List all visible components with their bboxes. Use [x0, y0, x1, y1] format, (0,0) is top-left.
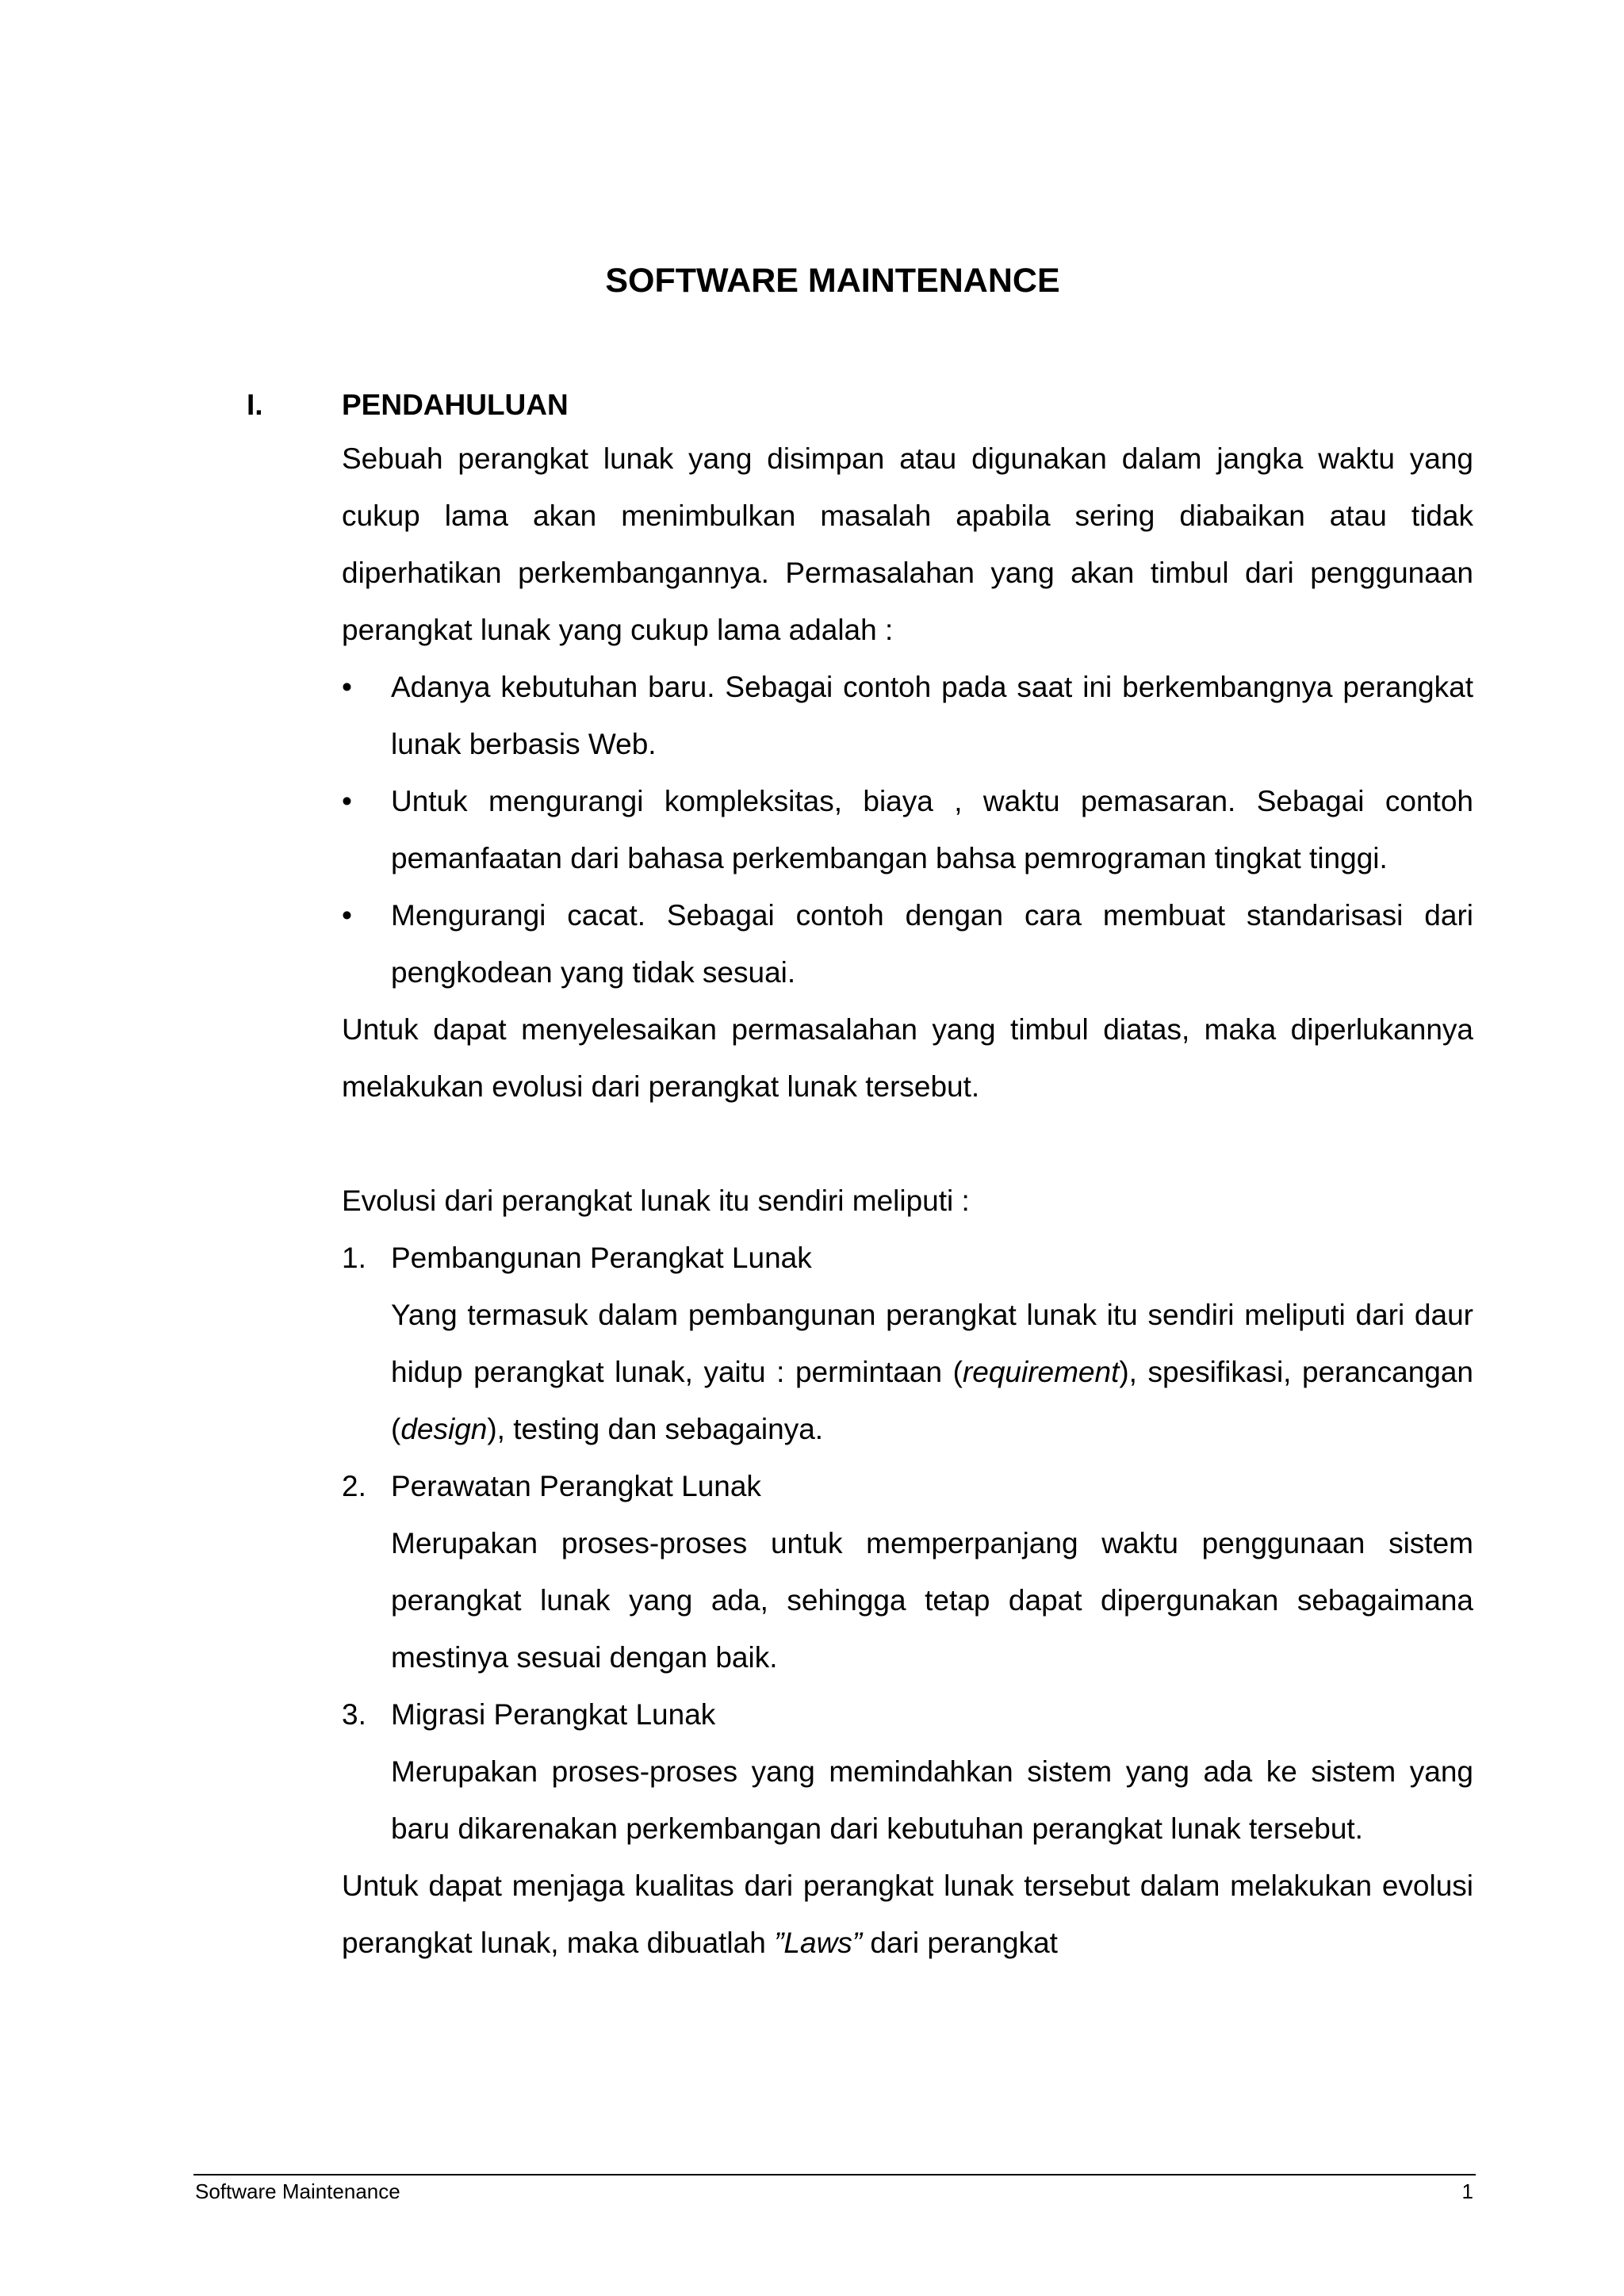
bullet-icon: •	[342, 671, 352, 703]
description-italic-term: requirement	[962, 1356, 1120, 1388]
evolution-intro: Evolusi dari perangkat lunak itu sendiri meliputi :	[342, 1184, 970, 1217]
description-text: ), spesifikasi, perancangan (	[391, 1356, 1474, 1445]
resolution-paragraph: Untuk dapat menyelesaikan permasalahan yang timbul diatas, maka diperlukannya melakukan evolusi dari perangkat lunak tersebut.	[342, 1013, 1473, 1103]
closing-paragraph	[342, 1858, 1473, 1972]
evolution-list	[342, 1230, 1473, 1858]
bullet-icon: •	[342, 785, 352, 817]
list-item-text: Untuk mengurangi kompleksitas, biaya , waktu pemasaran. Sebagai contoh pemanfaatan dari bahasa perkembangan bahsa pemrograman tingkat tinggi.	[391, 785, 1473, 874]
list-item-description	[391, 1287, 1473, 1458]
closing-text: Untuk dapat menjaga kualitas dari perangkat lunak tersebut dalam melakukan evolusi perangkat lunak, maka dibuatlah	[342, 1869, 1473, 1959]
description-text: Yang termasuk dalam pembangunan perangkat lunak itu sendiri meliputi dari daur hidup perangkat lunak, yaitu : permintaan (	[391, 1299, 1473, 1388]
intro-paragraph: Sebuah perangkat lunak yang disimpan atau digunakan dalam jangka waktu yang cukup lama akan menimbulkan masalah apabila sering diabaikan atau tidak diperhatikan perkembangannya. Permasalahan yang akan timbul dari penggunaan perangkat lunak yang cukup lama adalah :	[342, 442, 1473, 646]
list-item-title: Pembangunan Perangkat Lunak	[391, 1242, 812, 1274]
list-item	[342, 1458, 1473, 1686]
closing-text: dari perangkat	[862, 1927, 1058, 1959]
section-heading	[247, 383, 1476, 427]
bullet-icon: •	[342, 899, 352, 932]
list-item-text: Mengurangi cacat. Sebagai contoh dengan cara membuat standarisasi dari pengkodean yang tidak sesuai.	[391, 899, 1473, 989]
section-number: I.	[247, 388, 263, 421]
section-body	[342, 430, 1473, 1972]
list-number: 3.	[342, 1698, 366, 1731]
footer-divider	[193, 2174, 1476, 2175]
document-title: SOFTWARE MAINTENANCE	[605, 262, 1060, 300]
list-item	[342, 1686, 1473, 1858]
list-item	[342, 887, 1473, 1001]
list-item-title: Migrasi Perangkat Lunak	[391, 1698, 716, 1731]
paragraph-spacer	[342, 1115, 1473, 1173]
page-number: 1	[1461, 2179, 1473, 2203]
description-text: ), testing dan sebagainya.	[487, 1413, 824, 1445]
section-title: PENDAHULUAN	[342, 388, 569, 421]
list-item	[342, 659, 1473, 773]
description-italic-term: design	[400, 1413, 488, 1445]
list-number: 1.	[342, 1242, 366, 1274]
closing-italic-term: ”Laws”	[774, 1927, 863, 1959]
list-item	[342, 1230, 1473, 1458]
footer-title: Software Maintenance	[195, 2179, 400, 2203]
list-item-description: Merupakan proses-proses yang memindahkan sistem yang ada ke sistem yang baru dikarenakan perkembangan dari kebutuhan perangkat lunak tersebut.	[391, 1755, 1473, 1845]
list-number: 2.	[342, 1470, 366, 1502]
list-item-text: Adanya kebutuhan baru. Sebagai contoh pada saat ini berkembangnya perangkat lunak berbasis Web.	[391, 671, 1473, 760]
list-item-description: Merupakan proses-proses untuk memperpanjang waktu penggunaan sistem perangkat lunak yang ada, sehingga tetap dapat dipergunakan sebagaimana mestinya sesuai dengan baik.	[391, 1527, 1473, 1674]
list-item	[342, 773, 1473, 887]
list-item-title: Perawatan Perangkat Lunak	[391, 1470, 761, 1502]
problem-list	[342, 659, 1473, 1001]
